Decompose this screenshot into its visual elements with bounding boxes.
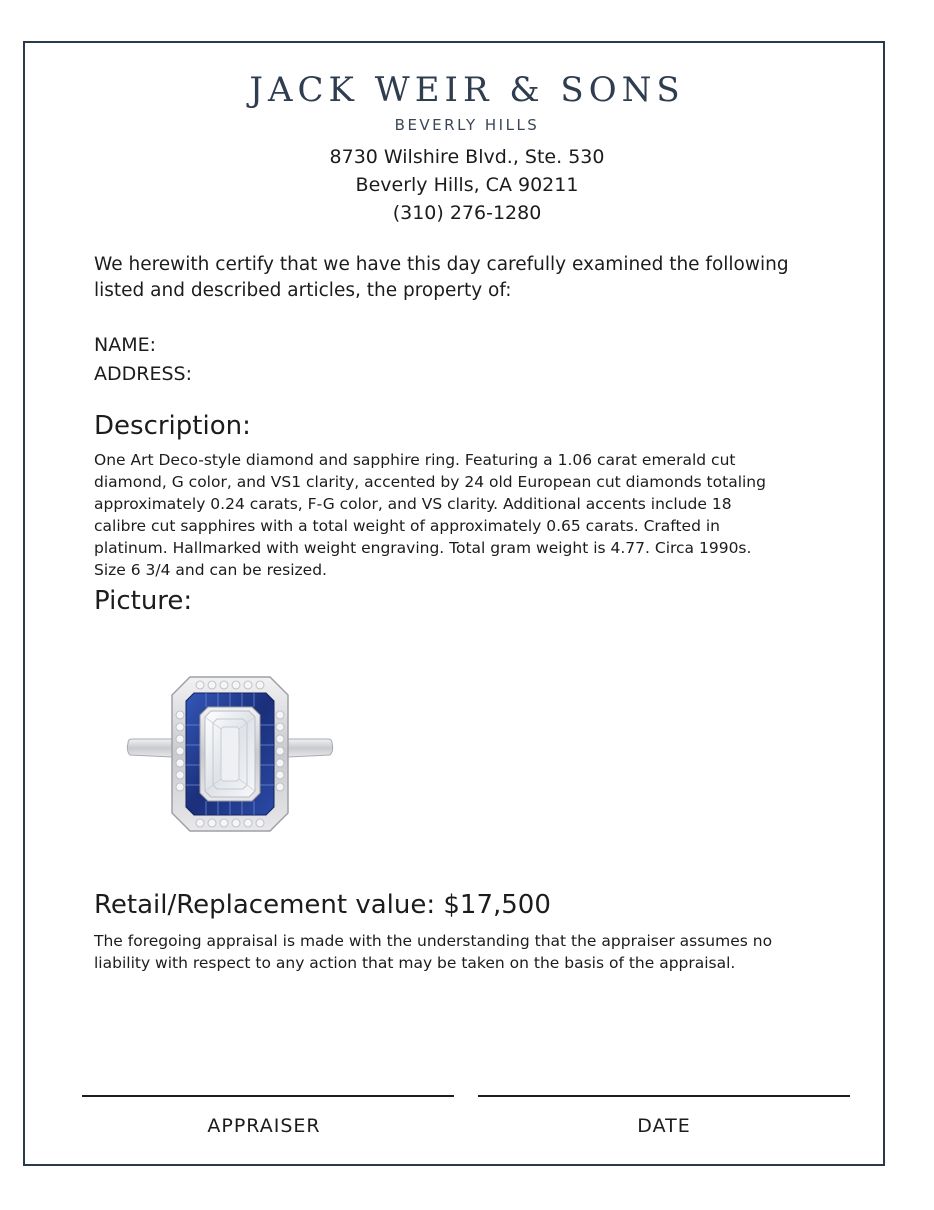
company-location: BEVERLY HILLS <box>394 116 540 134</box>
address-line-2: Beverly Hills, CA 90211 <box>355 174 579 196</box>
company-logo-text: JACK WEIR & SONS <box>249 70 685 110</box>
address-label: ADDRESS: <box>94 363 192 385</box>
description-line: approximately 0.24 carats, F-G color, and VS clarity. Additional accents include 18 <box>94 495 732 513</box>
address-line-1: 8730 Wilshire Blvd., Ste. 530 <box>329 146 605 168</box>
description-line: diamond, G color, and VS1 clarity, accented by 24 old European cut diamonds totaling <box>94 473 766 491</box>
disclaimer-line-1: The foregoing appraisal is made with the understanding that the appraiser assumes no <box>94 932 773 950</box>
description-line: calibre cut sapphires with a total weight of approximately 0.65 carats. Crafted in <box>94 517 720 535</box>
name-label: NAME: <box>94 334 157 356</box>
retail-value: Retail/Replacement value: $17,500 <box>94 890 551 920</box>
phone-number: (310) 276-1280 <box>392 202 542 224</box>
certification-line-1: We herewith certify that we have this day carefully examined the following <box>94 254 789 275</box>
description-text <box>94 449 854 581</box>
description-heading: Description: <box>94 411 251 441</box>
date-label: DATE <box>637 1115 691 1137</box>
description-line: platinum. Hallmarked with weight engraving. Total gram weight is 4.77. Circa 1990s. <box>94 539 752 557</box>
disclaimer-line-2: liability with respect to any action that may be taken on the basis of the appraisal. <box>94 954 736 972</box>
description-line: One Art Deco-style diamond and sapphire ring. Featuring a 1.06 carat emerald cut <box>94 451 736 469</box>
disclaimer-text <box>94 930 854 974</box>
appraiser-signature-line <box>82 1095 454 1097</box>
picture-heading: Picture: <box>94 586 193 616</box>
description-line: Size 6 3/4 and can be resized. <box>94 561 327 579</box>
date-signature-line <box>478 1095 850 1097</box>
certification-text <box>94 252 854 304</box>
appraiser-label: APPRAISER <box>207 1115 321 1137</box>
certification-line-2: listed and described articles, the property of: <box>94 280 512 301</box>
ring-photo <box>120 665 340 845</box>
